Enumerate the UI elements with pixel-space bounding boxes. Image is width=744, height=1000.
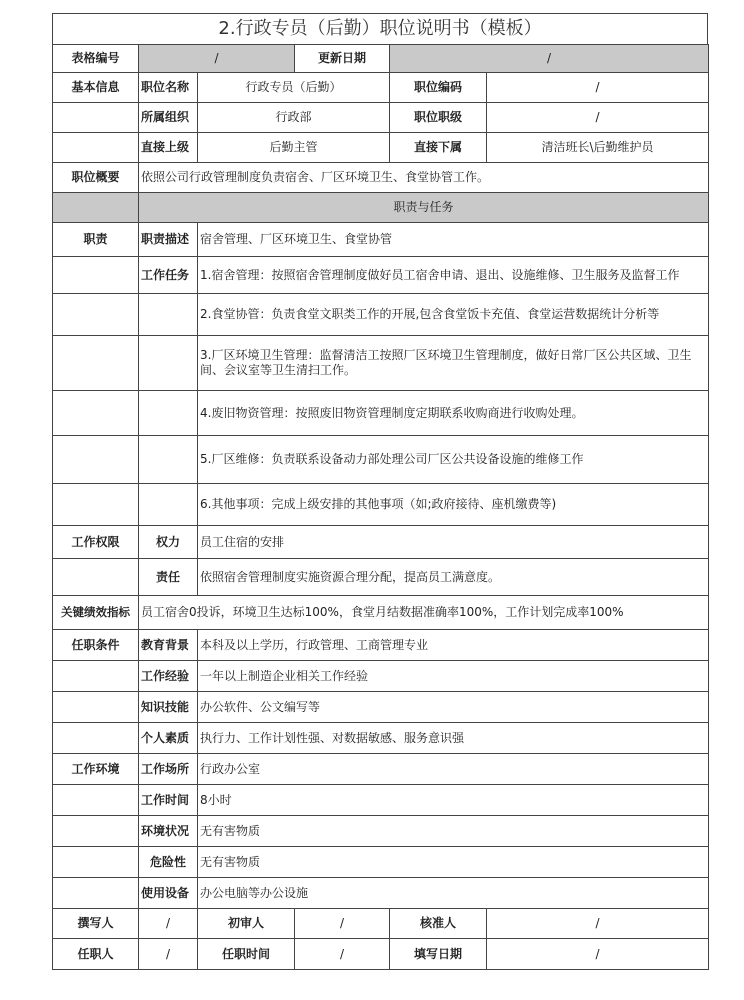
- authority-label: 工作权限: [53, 526, 139, 559]
- document-title: 2.行政专员（后勤）职位说明书（模板）: [52, 13, 708, 44]
- job-description-table: [52, 44, 709, 970]
- empty-cell: [53, 436, 139, 484]
- task-row-5: [53, 436, 709, 484]
- holder-time-label: 任职时间: [198, 939, 295, 970]
- environment-label: 工作环境: [53, 754, 139, 785]
- org-label: 所属组织: [139, 103, 198, 133]
- basic-info-row-2: [53, 103, 709, 133]
- update-date-value: /: [390, 45, 709, 73]
- position-name-label: 职位名称: [139, 73, 198, 103]
- task-item-6: 6.其他事项：完成上级安排的其他事项（如;政府接待、座机缴费等): [198, 484, 709, 526]
- empty-cell: [139, 484, 198, 526]
- writer-label: 撰写人: [53, 909, 139, 939]
- environment-item-label: 危险性: [139, 847, 198, 878]
- empty-cell: [53, 294, 139, 336]
- environment-item-label: 使用设备: [139, 878, 198, 909]
- authority-resp-row: [53, 559, 709, 596]
- environment-item-value: 8小时: [198, 785, 709, 816]
- qualification-row-1: [53, 630, 709, 661]
- empty-cell: [53, 847, 139, 878]
- signoff-row-2: [53, 939, 709, 970]
- qualification-item-value: 本科及以上学历，行政管理、工商管理专业: [198, 630, 709, 661]
- environment-item-label: 工作时间: [139, 785, 198, 816]
- qualification-item-value: 执行力、工作计划性强、对数据敏感、服务意识强: [198, 723, 709, 754]
- authority-power-row: [53, 526, 709, 559]
- empty-cell: [139, 294, 198, 336]
- qualification-row-4: [53, 723, 709, 754]
- environment-item-label: 工作场所: [139, 754, 198, 785]
- duties-desc-label: 职责描述: [139, 223, 198, 257]
- resp-value: 依照宿舍管理制度实施资源合理分配，提高员工满意度。: [198, 559, 709, 596]
- approver-label: 核准人: [390, 909, 487, 939]
- qualification-item-value: 办公软件、公文编写等: [198, 692, 709, 723]
- fill-date-value: /: [487, 939, 709, 970]
- empty-cell: [53, 133, 139, 163]
- update-date-label: 更新日期: [295, 45, 390, 73]
- task-row-4: [53, 391, 709, 436]
- duties-desc-row: [53, 223, 709, 257]
- task-item-1: 1.宿舍管理：按照宿舍管理制度做好员工宿舍申请、退出、设施维修、卫生服务及监督工作: [198, 257, 709, 294]
- environment-item-value: 无有害物质: [198, 816, 709, 847]
- environment-row-4: [53, 847, 709, 878]
- empty-cell: [53, 785, 139, 816]
- empty-cell: [53, 103, 139, 133]
- empty-cell: [53, 661, 139, 692]
- environment-row-3: [53, 816, 709, 847]
- basic-info-row-3: [53, 133, 709, 163]
- task-item-4: 4.废旧物资管理：按照废旧物资管理制度定期联系收购商进行收购处理。: [198, 391, 709, 436]
- duties-header: 职责与任务: [139, 193, 709, 223]
- empty-cell: [53, 336, 139, 391]
- qualification-item-label: 知识技能: [139, 692, 198, 723]
- environment-row-1: [53, 754, 709, 785]
- form-no-label: 表格编号: [53, 45, 139, 73]
- kpi-value: 员工宿舍0投诉，环境卫生达标100%，食堂月结数据准确率100%，工作计划完成率100%: [139, 596, 709, 630]
- signoff-row-1: [53, 909, 709, 939]
- overview-row: [53, 163, 709, 193]
- qualification-label: 任职条件: [53, 630, 139, 661]
- reviewer-value: /: [295, 909, 390, 939]
- duties-header-left: [53, 193, 139, 223]
- empty-cell: [139, 336, 198, 391]
- basic-info-label: 基本信息: [53, 73, 139, 103]
- tasks-label: 工作任务: [139, 257, 198, 294]
- environment-row-5: [53, 878, 709, 909]
- position-code-label: 职位编码: [390, 73, 487, 103]
- resp-label: 责任: [139, 559, 198, 596]
- task-row-6: [53, 484, 709, 526]
- approver-value: /: [487, 909, 709, 939]
- superior-label: 直接上级: [139, 133, 198, 163]
- task-item-2: 2.食堂协管：负责食堂文职类工作的开展,包含食堂饭卡充值、食堂运营数据统计分析等: [198, 294, 709, 336]
- position-code-value: /: [487, 73, 709, 103]
- environment-item-label: 环境状况: [139, 816, 198, 847]
- empty-cell: [53, 692, 139, 723]
- qualification-item-label: 个人素质: [139, 723, 198, 754]
- environment-row-2: [53, 785, 709, 816]
- task-row-2: [53, 294, 709, 336]
- kpi-label: 关键绩效指标: [53, 596, 139, 630]
- qualification-item-value: 一年以上制造企业相关工作经验: [198, 661, 709, 692]
- header-row: [53, 45, 709, 73]
- kpi-row: [53, 596, 709, 630]
- empty-cell: [53, 484, 139, 526]
- qualification-item-label: 工作经验: [139, 661, 198, 692]
- task-row-3: [53, 336, 709, 391]
- task-row-1: [53, 257, 709, 294]
- empty-cell: [53, 257, 139, 294]
- subordinate-label: 直接下属: [390, 133, 487, 163]
- environment-item-value: 办公电脑等办公设施: [198, 878, 709, 909]
- position-name-value: 行政专员（后勤）: [198, 73, 390, 103]
- task-item-3: 3.厂区环境卫生管理：监督清洁工按照厂区环境卫生管理制度，做好日常厂区公共区域、卫生间、会议室等卫生清扫工作。: [198, 336, 709, 391]
- empty-cell: [53, 559, 139, 596]
- empty-cell: [53, 816, 139, 847]
- superior-value: 后勤主管: [198, 133, 390, 163]
- basic-info-row-1: [53, 73, 709, 103]
- power-value: 员工住宿的安排: [198, 526, 709, 559]
- environment-item-value: 行政办公室: [198, 754, 709, 785]
- empty-cell: [139, 391, 198, 436]
- empty-cell: [53, 878, 139, 909]
- level-label: 职位职级: [390, 103, 487, 133]
- duties-desc-value: 宿舍管理、厂区环境卫生、食堂协管: [198, 223, 709, 257]
- duties-label: 职责: [53, 223, 139, 257]
- holder-time-value: /: [295, 939, 390, 970]
- empty-cell: [53, 723, 139, 754]
- org-value: 行政部: [198, 103, 390, 133]
- holder-value: /: [139, 939, 198, 970]
- qualification-item-label: 教育背景: [139, 630, 198, 661]
- level-value: /: [487, 103, 709, 133]
- subordinate-value: 清洁班长\后勤维护员: [487, 133, 709, 163]
- overview-value: 依照公司行政管理制度负责宿舍、厂区环境卫生、食堂协管工作。: [139, 163, 709, 193]
- empty-cell: [139, 436, 198, 484]
- overview-label: 职位概要: [53, 163, 139, 193]
- reviewer-label: 初审人: [198, 909, 295, 939]
- qualification-row-2: [53, 661, 709, 692]
- environment-item-value: 无有害物质: [198, 847, 709, 878]
- holder-label: 任职人: [53, 939, 139, 970]
- duties-header-row: [53, 193, 709, 223]
- form-no-value: /: [139, 45, 295, 73]
- fill-date-label: 填写日期: [390, 939, 487, 970]
- task-item-5: 5.厂区维修：负责联系设备动力部处理公司厂区公共设备设施的维修工作: [198, 436, 709, 484]
- qualification-row-3: [53, 692, 709, 723]
- power-label: 权力: [139, 526, 198, 559]
- writer-value: /: [139, 909, 198, 939]
- empty-cell: [53, 391, 139, 436]
